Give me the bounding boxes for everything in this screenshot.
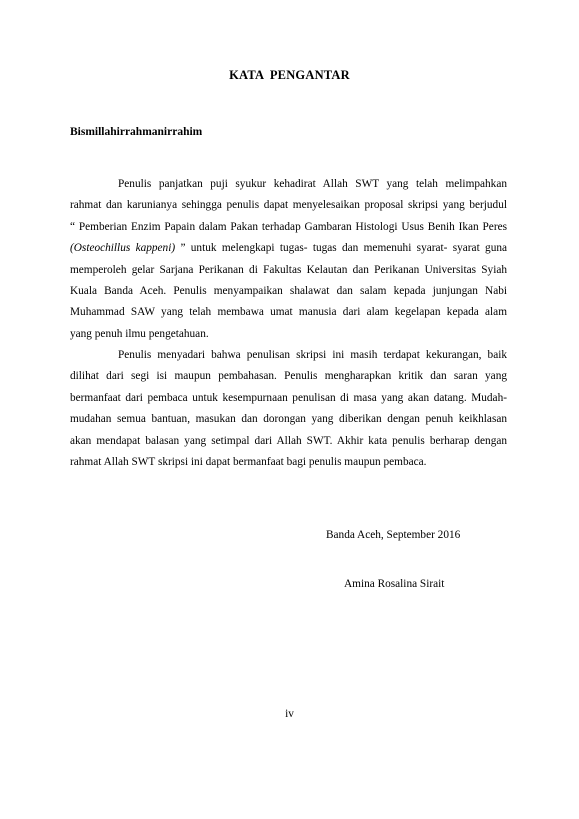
page-title: KATA PENGANTAR <box>229 68 350 82</box>
paragraph-1-line: Penulis panjatkan puji syukur kehadirat Allah SWT yang telah melimpahkan <box>118 178 507 190</box>
paragraph-1-line: ” untuk melengkapi tugas- tugas dan memenuhi syarat- syarat guna <box>175 242 508 255</box>
page-number: iv <box>285 708 294 720</box>
paragraph-1-line-italic-row <box>70 238 507 259</box>
paragraph-1-line: memperoleh gelar Sarjana Perikanan di Fakultas Kelautan dan Perikanan Universitas Syiah <box>70 263 507 276</box>
paragraph-2-line: rahmat Allah SWT skripsi ini dapat bermanfaat bagi penulis maupun pembaca. <box>70 456 427 469</box>
paragraph-2-line: Penulis menyadari bahwa penulisan skripsi ini masih terdapat kekurangan, baik <box>118 349 507 361</box>
paragraph-1-line: yang penuh ilmu pengetahuan. <box>70 327 209 340</box>
paragraph-2-line: mudahan semua bantuan, masukan dan dorongan yang diberikan dengan penuh keikhlasan <box>70 413 507 426</box>
paragraph-1-line: “ Pemberian Enzim Papain dalam Pakan terhadap Gambaran Histologi Usus Benih Ikan Peres <box>70 220 507 233</box>
paragraph-2-line: akan mendapat balasan yang setimpal dari Allah SWT. Akhir kata penulis berharap dengan <box>70 434 507 447</box>
paragraph-2-line: bermanfaat dari pembaca untuk kesempurnaan penulisan di masa yang akan datang. Mudah- <box>70 391 507 404</box>
author-name: Amina Rosalina Sirait <box>344 578 445 590</box>
paragraph-1-line: rahmat dan karunianya sehingga penulis dapat menyelesaikan proposal skripsi yang berjudul <box>70 199 507 212</box>
paragraph-2-line: dilihat dari segi isi maupun pembahasan. Penulis mengharapkan kritik dan saran yang <box>70 370 507 383</box>
place-date: Banda Aceh, September 2016 <box>326 529 461 541</box>
paragraph-2 <box>70 345 507 473</box>
paragraph-1 <box>70 174 507 345</box>
paragraph-1-line: Kuala Banda Aceh. Penulis menyampaikan shalawat dan salam kepada junjungan Nabi <box>70 285 507 298</box>
species-name: (Osteochillus kappeni) <box>70 242 176 255</box>
opening-basmalah: Bismillahirrahmanirrahim <box>70 126 203 138</box>
paragraph-1-line: Muhammad SAW yang telah membawa umat manusia dari alam kegelapan kepada alam <box>70 306 507 319</box>
